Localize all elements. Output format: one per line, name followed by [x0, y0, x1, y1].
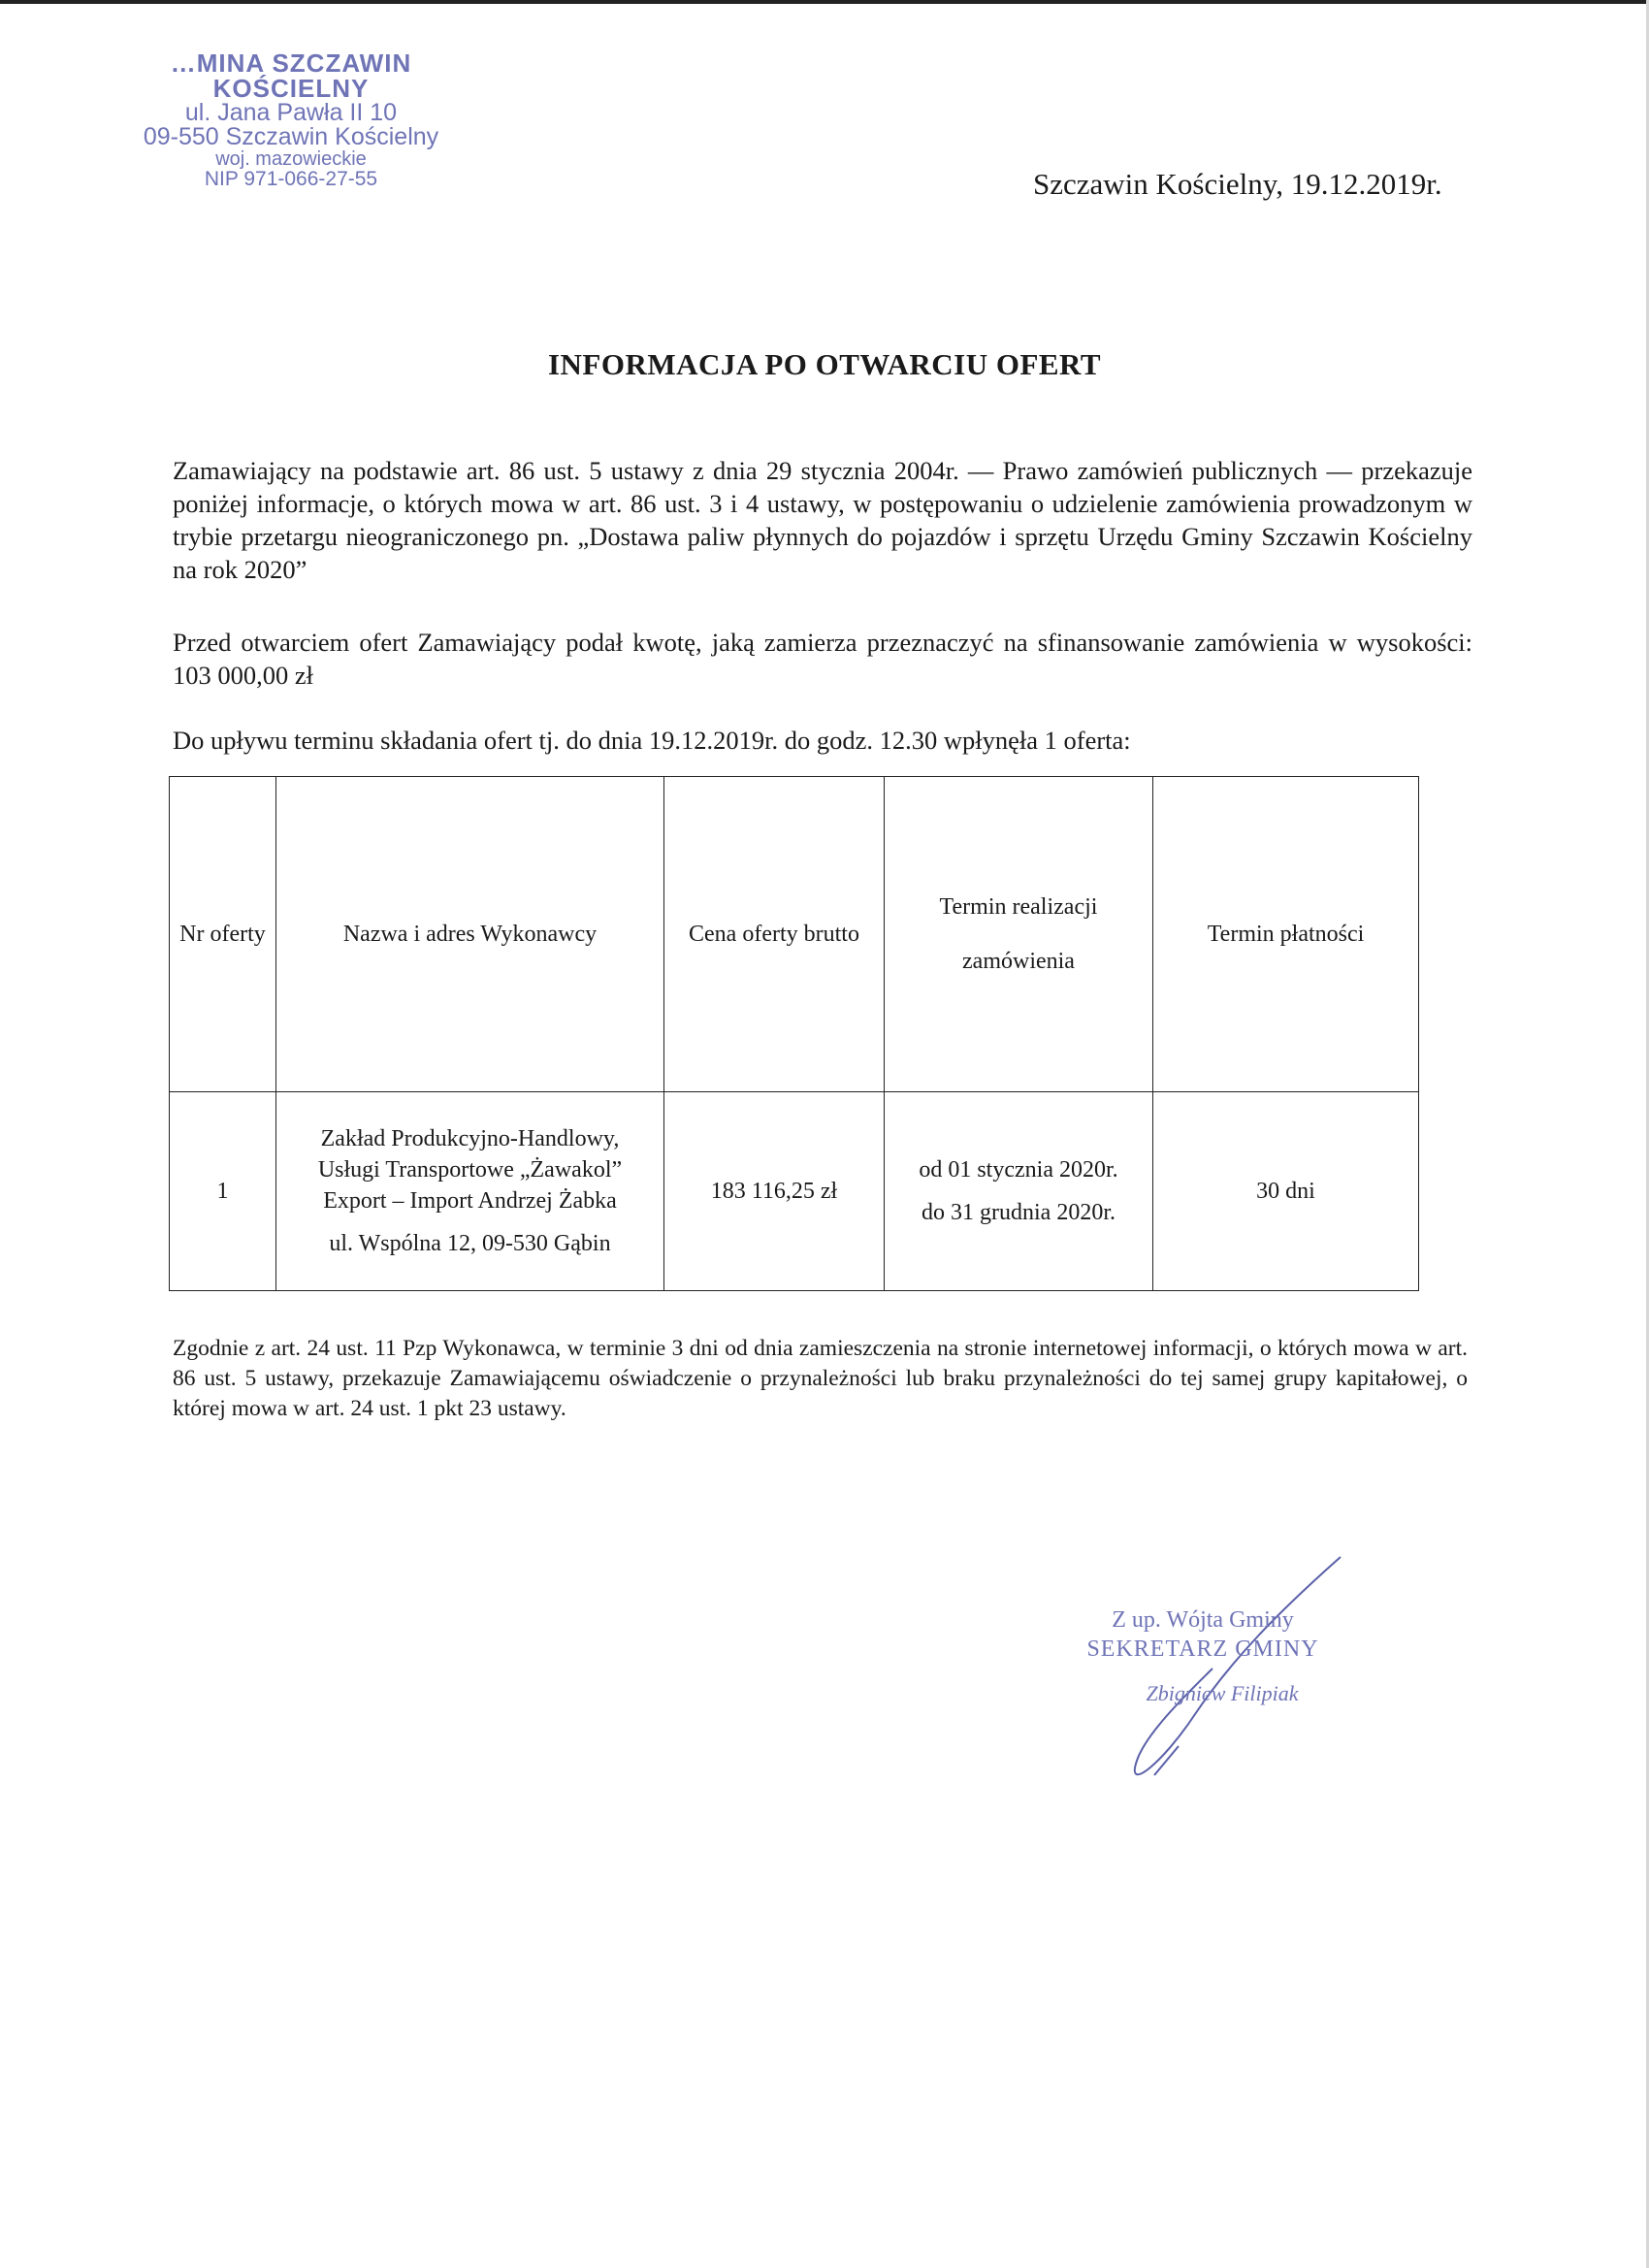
table-header-row [170, 777, 1419, 1092]
scan-edge-top [0, 0, 1649, 4]
stamp-line-voivodeship: woj. mazowieckie [215, 148, 367, 170]
signature-name: Zbigniew Filipiak [1146, 1681, 1299, 1705]
cell-nr: 1 [170, 1092, 276, 1291]
term-to: do 31 grudnia 2020r. [922, 1200, 1116, 1225]
contractor-line2: Usługi Transportowe „Żawakol” [317, 1157, 623, 1183]
paragraph-budget: Przed otwarciem ofert Zamawiający podał kwotę, jaką zamierza przeznaczyć na sfinansowanie zamówienia w wysokości: 103 000,00 zł [173, 628, 1472, 690]
signature-authorization: Z up. Wójta Gminy [1112, 1607, 1294, 1633]
place-and-date: Szczawin Kościelny, 19.12.2019r. [1033, 167, 1442, 201]
cell-term [885, 1092, 1153, 1291]
contractor-address: ul. Wspólna 12, 09-530 Gąbin [329, 1231, 611, 1256]
signature-position: SEKRETARZ GMINY [1086, 1636, 1319, 1662]
contractor-line1: Zakład Produkcyjno-Handlowy, [320, 1126, 620, 1151]
office-stamp [97, 50, 485, 189]
cell-payment: 30 dni [1153, 1092, 1419, 1291]
offers-table [169, 776, 1419, 1291]
cell-price: 183 116,25 zł [664, 1092, 885, 1291]
header-price: Cena oferty brutto [664, 777, 885, 1092]
signature-stamp [1048, 1605, 1358, 1706]
stamp-line-nip: NIP 971-066-27-55 [204, 168, 378, 190]
table-row [170, 1092, 1419, 1291]
contractor-line3: Export – Import Andrzej Żabka [323, 1188, 617, 1214]
header-payment: Termin płatności [1153, 777, 1419, 1092]
stamp-line-street: ul. Jana Pawła II 10 [184, 99, 398, 126]
header-term-line1: Termin realizacji [939, 894, 1098, 920]
header-nr: Nr oferty [170, 777, 276, 1092]
stamp-line-office: …MINA SZCZAWIN KOŚCIELNY [170, 49, 412, 103]
term-from: od 01 stycznia 2020r. [919, 1157, 1118, 1183]
stamp-line-postal: 09-550 Szczawin Kościelny [143, 123, 439, 150]
header-term-line2: zamówienia [962, 949, 1075, 974]
document-title: INFORMACJA PO OTWARCIU OFERT [547, 347, 1102, 381]
header-term [885, 777, 1153, 1092]
header-contractor: Nazwa i adres Wykonawcy [276, 777, 664, 1092]
paragraph-capital-group: Zgodnie z art. 24 ust. 11 Pzp Wykonawca, w terminie 3 dni od dnia zamieszczenia na stronie internetowej informacji, o których mowa w art. 86 ust. 5 ustawy, przekazuje Zamawiającemu oświadczenie o przynależności lub braku przynależności do tej samej grupy kapitałowej, o której mowa w art. 24 ust. 1 pkt 23 ustawy. [173, 1336, 1468, 1421]
cell-contractor [276, 1092, 664, 1291]
paragraph-offers-received: Do upływu terminu składania ofert tj. do dnia 19.12.2019r. do godz. 12.30 wpłynęła 1 oferta: [173, 726, 1131, 755]
paragraph-legal-basis: Zamawiający na podstawie art. 86 ust. 5 ustawy z dnia 29 stycznia 2004r. — Prawo zamówień publicznych — przekazuje poniżej informacje, o których mowa w art. 86 ust. 3 i 4 ustawy, w postępowaniu o udzielenie zamówienia prowadzonym w trybie przetargu nieograniczonego pn. „Dostawa paliw płynnych do pojazdów i sprzętu Urzędu Gminy Szczawin Kościelny na rok 2020” [173, 456, 1472, 584]
